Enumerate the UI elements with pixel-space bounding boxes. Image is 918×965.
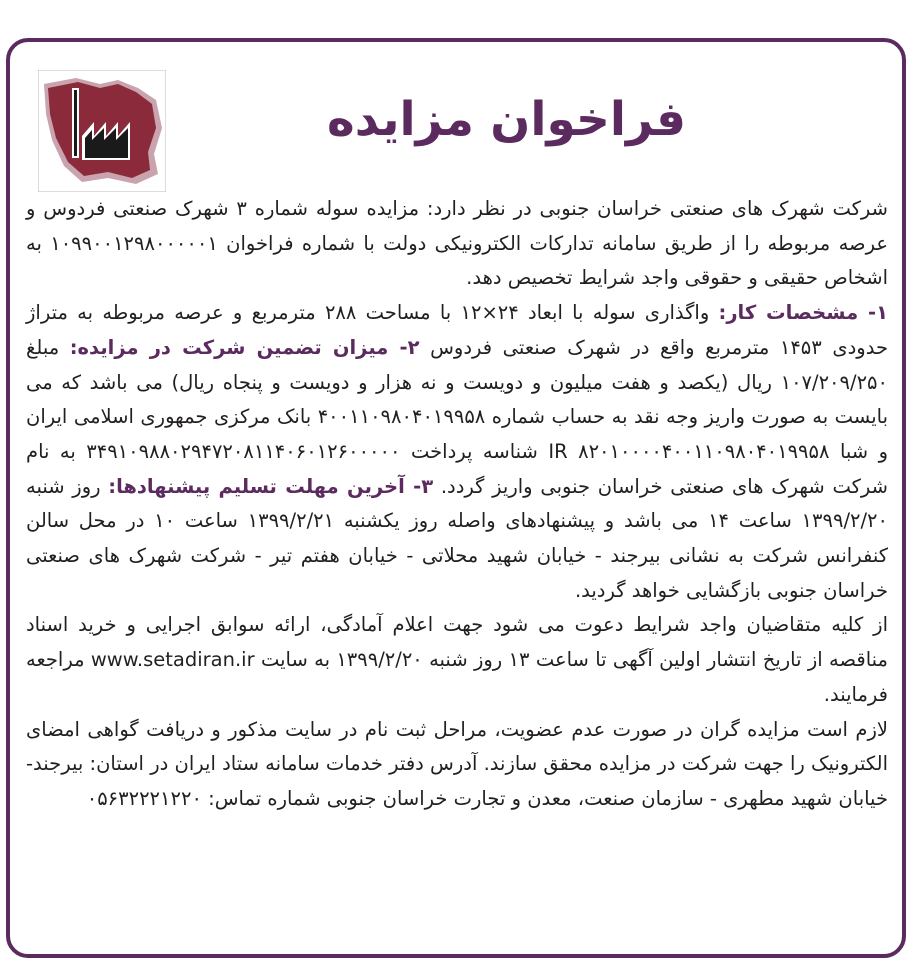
advert-body bbox=[26, 192, 888, 817]
section3-label: ۳- آخرین مهلت تسلیم پیشنهادها: bbox=[108, 474, 434, 498]
intro-paragraph: شرکت شهرک های صنعتی خراسان جنوبی در نظر دارد: مزایده سوله شماره ۳ شهرک صنعتی فردوس و عرصه مربوطه را از طریق سامانه تدارکات الکترونیکی دولت با شماره فراخوان ۱۰۹۹۰۰۱۲۹۸۰۰۰۰۰۱ به اشخاص حقیقی و حقوقی واجد شرایط تخصیص دهد. bbox=[26, 197, 888, 290]
sections-paragraph bbox=[26, 296, 888, 608]
invite-text-end: مراجعه فرمایند. bbox=[26, 648, 888, 706]
invite-text-start: از کلیه متقاضیان واجد شرایط دعوت می شود جهت اعلام آمادگی، ارائه سوابق اجرایی و خرید اسناد مناقصه از تاریخ انتشار اولین آگهی تا ساعت ۱۳ روز شنبه ۱۳۹۹/۲/۲۰ به سایت bbox=[26, 613, 888, 672]
industrial-estate-logo bbox=[38, 70, 166, 192]
section3-text: روز شنبه ۱۳۹۹/۲/۲۰ ساعت ۱۴ می باشد و پیشنهادهای واصله روز یکشنبه ۱۳۹۹/۲/۲۱ ساعت ۱۰ در محل سالن کنفرانس شرکت به نشانی بیرجند - خیابان شهید محلاتی - خیابان هفتم تیر - شرکت شهرک های صنعتی خراسان جنوبی بازگشایی خواهد گردید. bbox=[26, 474, 889, 602]
section2-text: مبلغ ۱۰۷/۲۰۹/۲۵۰ ریال (یکصد و هفت میلیون و دویست و نه هزار و دویست و پنجاه ریال) می باشد که می بایست به صورت واریز وجه نقد به حساب شماره ۴۰۰۱۱۰۹۸۰۴۰۱۹۹۵۸ بانک مرکزی جمهوری اسلامی ایران و شبا IR ۸۲۰۱۰۰۰۰۴۰۰۱۱۰۹۸۰۴۰۱۹۹۵۸ شناسه پرداخت ۳۴۹۱۰۹۸۸۰۲۹۴۷۲۰۸۱۱۴۰۶۰۱۲۶۰۰۰۰۰ به نام شرکت شهرک های صنعتی خراسان جنوبی واریز گردد. bbox=[26, 335, 888, 498]
section2-label: ۲- میزان تضمین شرکت در مزایده: bbox=[69, 335, 420, 359]
website-link[interactable]: www.setadiran.ir bbox=[90, 648, 255, 672]
section1-text: واگذاری سوله با ابعاد ۲۴×۱۲ با مساحت ۲۸۸ مترمربع و عرصه مربوطه به متراژ حدودی ۱۴۵۳ مترمربع واقع در شهرک صنعتی فردوس bbox=[26, 301, 888, 359]
section1-label: ۱- مشخصات کار: bbox=[718, 301, 888, 325]
final-paragraph: لازم است مزایده گران در صورت عدم عضویت، مراحل ثبت نام در سایت مذکور و دریافت گواهی امضای الکترونیک را جهت شرکت در مزایده محقق سازند. آدرس دفتر خدمات سامانه ستاد ایران در استان: بیرجند- خیابان شهید مطهری - سازمان صنعت، معدن و تجارت خراسان جنوبی شماره تماس: ۰۵۶۳۲۲۲۱۲۲۰ bbox=[26, 717, 888, 810]
page-title: فراخوان مزایده bbox=[326, 92, 686, 147]
invite-paragraph bbox=[26, 608, 888, 712]
